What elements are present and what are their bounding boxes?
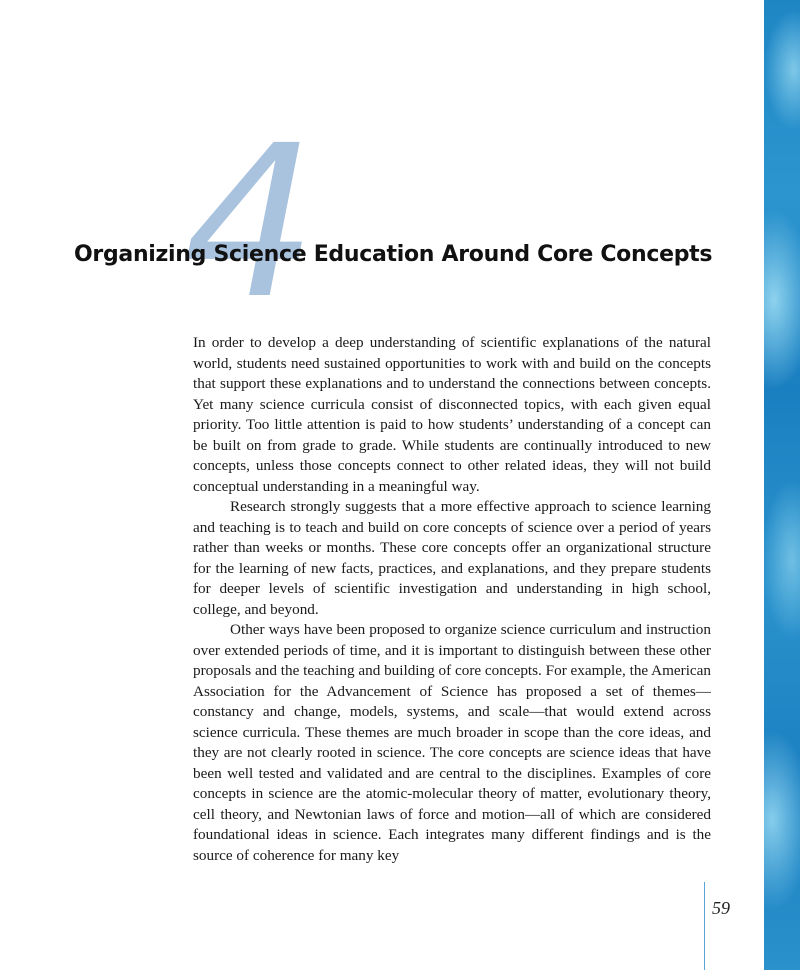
chapter-number: 4 xyxy=(183,100,317,345)
folio-rule xyxy=(704,882,705,970)
paragraph-1: In order to develop a deep understanding of scientific explanations of the natural world, students need sustained opportunities to work with and build on the concepts that support these explanations and to understand the connections between concepts. Yet many science curricula consist of disconnected topics, with each given equal priority. Too little attention is paid to how students’ understanding of a concept can be built on from grade to grade. While students are continually introduced to new concepts, unless those concepts connect to other related ideas, they will not build conceptual understanding in a meaningful way. xyxy=(193,334,711,495)
page-number: 59 xyxy=(712,898,730,918)
decorative-side-band xyxy=(764,0,800,970)
paragraph-2: Research strongly suggests that a more effective approach to science learning and teaching is to teach and build on core concepts of science over a period of years rather than weeks or months. These core concepts offer an organizational structure for the learning of new facts, practices, and explanations, and they prepare students for deeper levels of scientific investigation and understanding in high school, college, and beyond. xyxy=(193,498,711,618)
body-text xyxy=(193,333,711,866)
paragraph-3: Other ways have been proposed to organize science curriculum and instruction over extended periods of time, and it is important to distinguish between these other proposals and the teaching and building of core concepts. For example, the American Association for the Advancement of Science has proposed a set of themes—constancy and change, models, systems, and scale—that would extend across science curricula. These themes are much broader in scope than the core ideas, and they are not clearly rooted in science. The core concepts are science ideas that have been well tested and validated and are central to the disciplines. Examples of core concepts in science are the atomic-molecular theory of matter, evolutionary theory, cell theory, and Newtonian laws of force and motion—all of which are considered foundational ideas in science. Each integrates many different findings and is the source of coherence for many key xyxy=(193,621,711,864)
chapter-title: Organizing Science Education Around Core Concepts xyxy=(74,242,713,267)
